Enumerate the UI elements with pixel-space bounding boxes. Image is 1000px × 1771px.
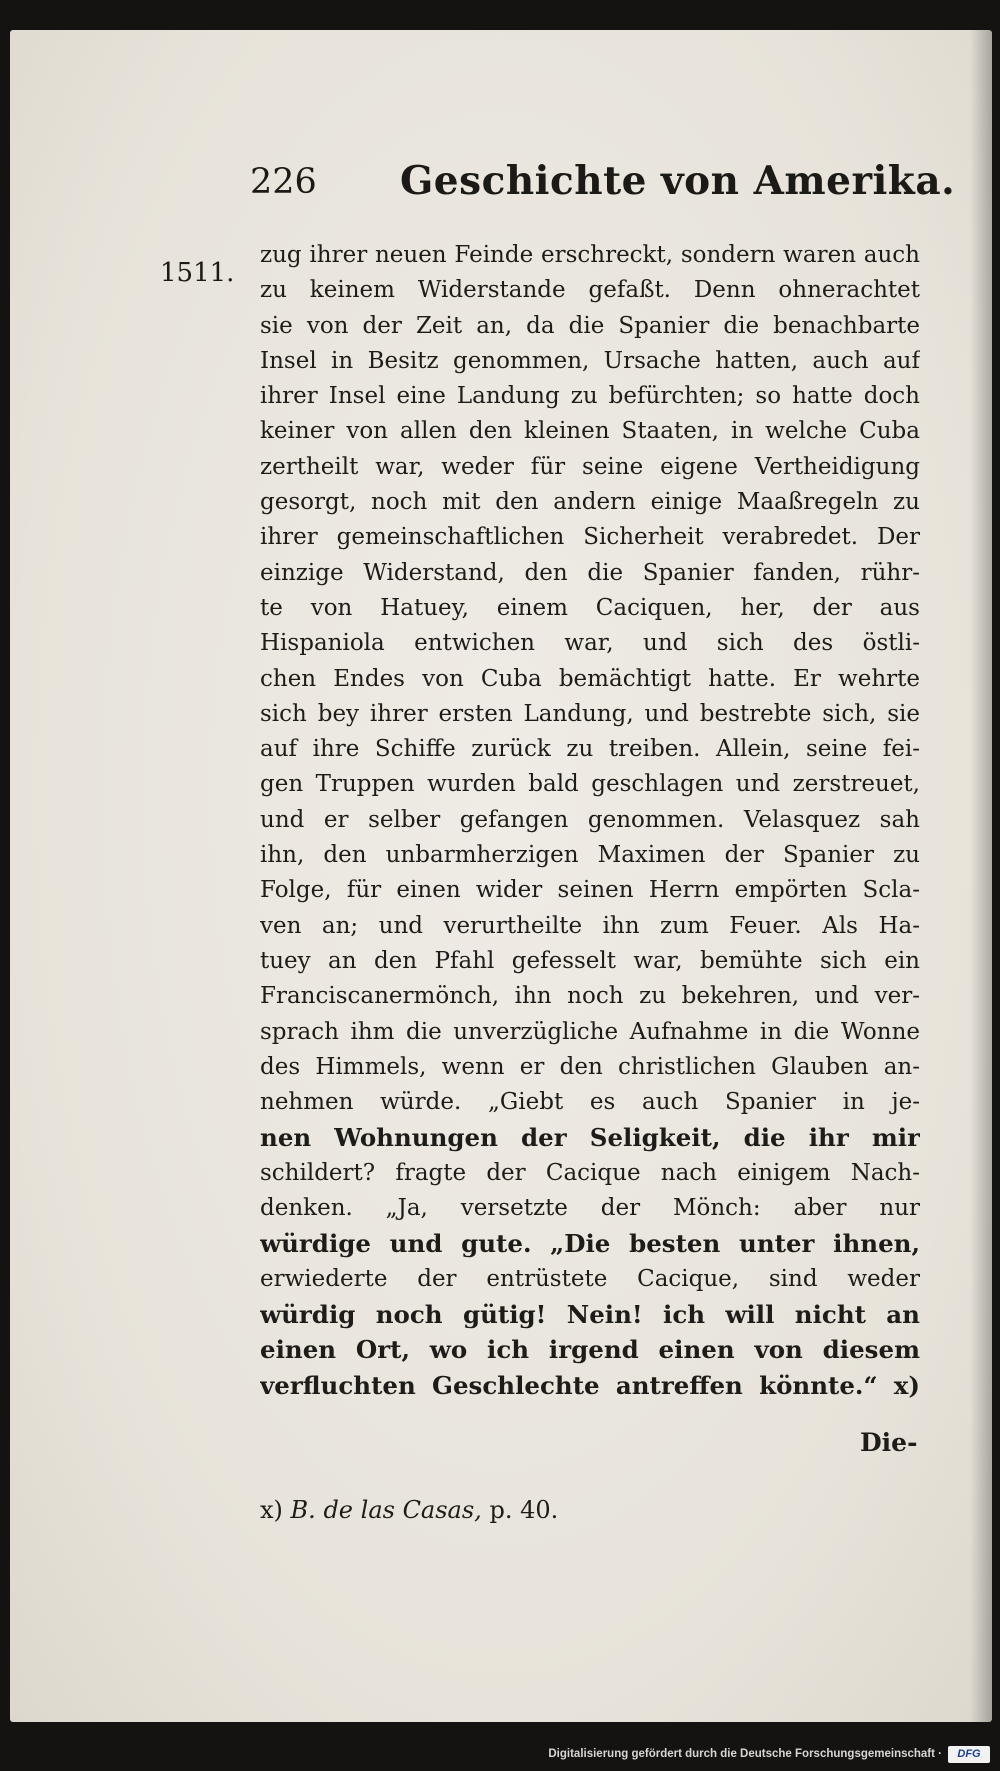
book-page (10, 30, 992, 1722)
footnote-source: B. de las Casas, (290, 1496, 482, 1524)
text-line: schildert? fragte der Cacique nach einigem Nach- (260, 1159, 920, 1186)
text-line: ven an; und verurtheilte ihn zum Feuer. Als Ha- (260, 912, 920, 939)
running-title: Geschichte von Amerika. (400, 158, 956, 204)
text-line: ihrer gemeinschaftlichen Sicherheit verabredet. Der (260, 524, 920, 551)
quote-line: nen Wohnungen der Seligkeit, die ihr mir (260, 1123, 920, 1153)
funding-credit: Digitalisierung gefördert durch die Deutsche Forschungsgemeinschaft · (548, 1748, 942, 1760)
text-line: sprach ihm die unverzügliche Aufnahme in die Wonne (260, 1018, 920, 1045)
text-line: des Himmels, wenn er den christlichen Glauben an- (260, 1053, 920, 1080)
text-line: Insel in Besitz genommen, Ursache hatten, auch auf (260, 347, 920, 374)
body-text (260, 238, 920, 1403)
text-line: te von Hatuey, einem Caciquen, her, der aus (260, 594, 920, 621)
footnote (260, 1496, 558, 1524)
catchword: Die- (860, 1428, 918, 1457)
margin-year-note: 1511. (160, 258, 235, 288)
dfg-logo-icon: DFG (948, 1746, 990, 1763)
text-line: Hispaniola entwichen war, und sich des östli- (260, 630, 920, 657)
text-line: sich bey ihrer ersten Landung, und bestrebte sich, sie (260, 700, 920, 727)
text-line: zertheilt war, weder für seine eigene Vertheidigung (260, 453, 920, 480)
text-line: sie von der Zeit an, da die Spanier die benachbarte (260, 312, 920, 339)
text-line: gesorgt, noch mit den andern einige Maaßregeln zu (260, 489, 920, 516)
page-number: 226 (250, 162, 317, 202)
text-line: einzige Widerstand, den die Spanier fanden, rühr- (260, 559, 920, 586)
text-line: tuey an den Pfahl gefesselt war, bemühte sich ein (260, 947, 920, 974)
text-line: Folge, für einen wider seinen Herrn empörten Scla- (260, 877, 920, 904)
text-line: Franciscanermönch, ihn noch zu bekehren, und ver- (260, 983, 920, 1010)
digitization-footer (0, 1731, 1000, 1771)
quote-line: würdig noch gütig! Nein! ich will nicht an (260, 1299, 920, 1329)
text-line: ihn, den unbarmherzigen Maximen der Spanier zu (260, 842, 920, 869)
text-line: keiner von allen den kleinen Staaten, in welche Cuba (260, 418, 920, 445)
text-line: zu keinem Widerstande gefaßt. Denn ohnerachtet (260, 277, 920, 304)
text-line: zug ihrer neuen Feinde erschreckt, sondern waren auch (260, 242, 920, 268)
quote-line: verfluchten Geschlechte antreffen könnte.“ x) (260, 1370, 920, 1400)
text-line: denken. „Ja, versetzte der Mönch: aber nur (260, 1195, 920, 1222)
text-line: gen Truppen wurden bald geschlagen und zerstreuet, (260, 771, 920, 798)
footnote-page: p. 40. (489, 1496, 559, 1524)
page-edge-shadow (970, 30, 992, 1722)
quote-line: würdige und gute. „Die besten unter ihnen, (260, 1229, 920, 1259)
footnote-marker: x) (260, 1496, 283, 1524)
text-line: nehmen würde. „Giebt es auch Spanier in je- (260, 1089, 920, 1116)
page-header (10, 148, 992, 218)
quote-line: einen Ort, wo ich irgend einen von diesem (260, 1335, 920, 1365)
text-line: erwiederte der entrüstete Cacique, sind weder (260, 1265, 920, 1292)
text-line: chen Endes von Cuba bemächtigt hatte. Er wehrte (260, 665, 920, 692)
text-line: und er selber gefangen genommen. Velasquez sah (260, 806, 920, 833)
text-line: ihrer Insel eine Landung zu befürchten; so hatte doch (260, 383, 920, 410)
text-line: auf ihre Schiffe zurück zu treiben. Allein, seine fei- (260, 736, 920, 763)
